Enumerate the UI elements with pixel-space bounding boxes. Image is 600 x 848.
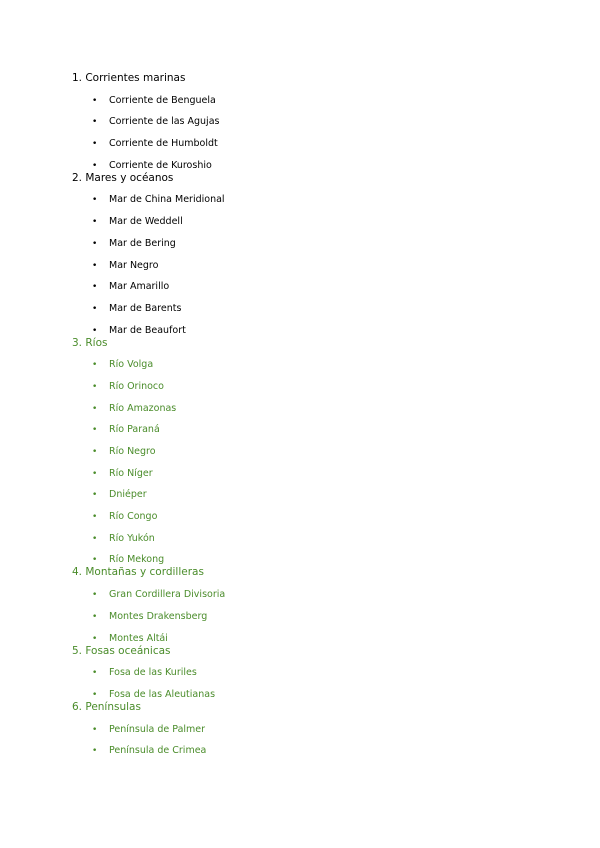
bullet-icon: • <box>92 590 98 601</box>
list-item <box>72 260 552 272</box>
list-item-label: Península de Crimea <box>109 745 207 757</box>
bullet-icon: • <box>92 468 98 479</box>
list-item-label: Mar de Bering <box>109 237 176 249</box>
list-item-label: Mar de Beaufort <box>109 324 186 336</box>
list-item-label: Montes Altái <box>109 632 168 644</box>
document-body <box>72 72 552 757</box>
section-heading: 1. Corrientes marinas <box>72 72 186 84</box>
list-item <box>72 633 552 645</box>
list-item <box>72 303 552 315</box>
section-heading: 5. Fosas oceánicas <box>72 644 171 657</box>
list-item-label: Mar Negro <box>109 259 159 271</box>
list-item <box>72 589 552 601</box>
section-heading: 4. Montañas y cordilleras <box>72 566 204 579</box>
list-item <box>72 160 552 172</box>
bullet-icon: • <box>92 555 98 566</box>
bullet-icon: • <box>92 724 98 735</box>
list-item-label: Mar de Weddell <box>109 216 183 228</box>
list-item <box>72 511 552 523</box>
bullet-icon: • <box>92 195 98 206</box>
list-item-label: Corriente de Humboldt <box>109 138 218 150</box>
section <box>72 701 552 757</box>
bullet-icon: • <box>92 668 98 679</box>
list-item-label: Corriente de las Agujas <box>109 116 220 128</box>
bullet-icon: • <box>92 238 98 249</box>
section <box>72 566 552 644</box>
list-item <box>72 554 552 566</box>
list-item-label: Península de Palmer <box>109 723 206 735</box>
list-item <box>72 359 552 371</box>
list-item-label: Mar de Barents <box>109 302 182 314</box>
list-item-label: Río Negro <box>109 446 156 457</box>
list-item <box>72 95 552 107</box>
bullet-list <box>72 194 552 336</box>
list-item <box>72 611 552 623</box>
list-item <box>72 489 552 501</box>
bullet-icon: • <box>92 117 98 128</box>
bullet-icon: • <box>92 403 98 414</box>
bullet-list <box>72 667 552 701</box>
bullet-list <box>72 95 552 172</box>
list-item <box>72 533 552 545</box>
list-item <box>72 446 552 458</box>
bullet-icon: • <box>92 381 98 392</box>
list-item <box>72 689 552 701</box>
list-item-label: Corriente de Kuroshio <box>109 159 212 171</box>
section <box>72 645 552 701</box>
bullet-icon: • <box>92 303 98 314</box>
section-heading: 2. Mares y océanos <box>72 171 174 184</box>
bullet-icon: • <box>92 139 98 150</box>
bullet-icon: • <box>92 260 98 271</box>
list-item-label: Río Yukón <box>109 532 155 544</box>
bullet-icon: • <box>92 325 98 336</box>
bullet-icon: • <box>92 490 98 501</box>
list-item-label: Fosa de las Aleutianas <box>109 688 216 700</box>
list-item <box>72 667 552 679</box>
list-item-label: Río Orinoco <box>109 380 164 392</box>
list-item-label: Corriente de Benguela <box>109 94 216 106</box>
list-item <box>72 403 552 415</box>
list-item <box>72 745 552 757</box>
bullet-icon: • <box>92 425 98 436</box>
list-item-label: Montes Drakensberg <box>109 610 208 622</box>
bullet-icon: • <box>92 95 98 106</box>
bullet-icon: • <box>92 360 98 371</box>
bullet-icon: • <box>92 633 98 644</box>
list-item <box>72 138 552 150</box>
list-item <box>72 381 552 393</box>
list-item <box>72 424 552 436</box>
list-item-label: Fosa de las Kuriles <box>109 667 197 679</box>
list-item <box>72 194 552 206</box>
section <box>72 72 552 172</box>
list-item <box>72 116 552 128</box>
bullet-icon: • <box>92 746 98 757</box>
bullet-icon: • <box>92 217 98 228</box>
list-item-label: Gran Cordillera Divisoria <box>109 589 226 601</box>
list-item-label: Río Amazonas <box>109 402 177 414</box>
list-item-label: Río Volga <box>109 359 154 371</box>
bullet-icon: • <box>92 282 98 293</box>
section-heading: 3. Ríos <box>72 336 108 349</box>
bullet-icon: • <box>92 689 98 700</box>
section <box>72 172 552 337</box>
section <box>72 337 552 567</box>
bullet-icon: • <box>92 447 98 457</box>
bullet-icon: • <box>92 611 98 622</box>
section-heading: 6. Penínsulas <box>72 700 141 713</box>
list-item-label: Río Mekong <box>109 554 165 566</box>
list-item-label: Mar Amarillo <box>109 281 170 293</box>
list-item <box>72 325 552 337</box>
bullet-icon: • <box>92 533 98 544</box>
list-item <box>72 281 552 293</box>
list-item <box>72 216 552 228</box>
list-item <box>72 238 552 250</box>
list-item-label: Río Paraná <box>109 424 160 436</box>
bullet-list <box>72 724 552 758</box>
list-item-label: Dniéper <box>109 489 147 501</box>
list-item <box>72 468 552 480</box>
bullet-list <box>72 589 552 644</box>
list-item-label: Río Níger <box>109 467 153 479</box>
bullet-list <box>72 359 552 566</box>
list-item-label: Mar de China Meridional <box>109 194 225 206</box>
bullet-icon: • <box>92 512 98 523</box>
list-item <box>72 724 552 736</box>
list-item-label: Río Congo <box>109 511 158 523</box>
bullet-icon: • <box>92 160 98 171</box>
